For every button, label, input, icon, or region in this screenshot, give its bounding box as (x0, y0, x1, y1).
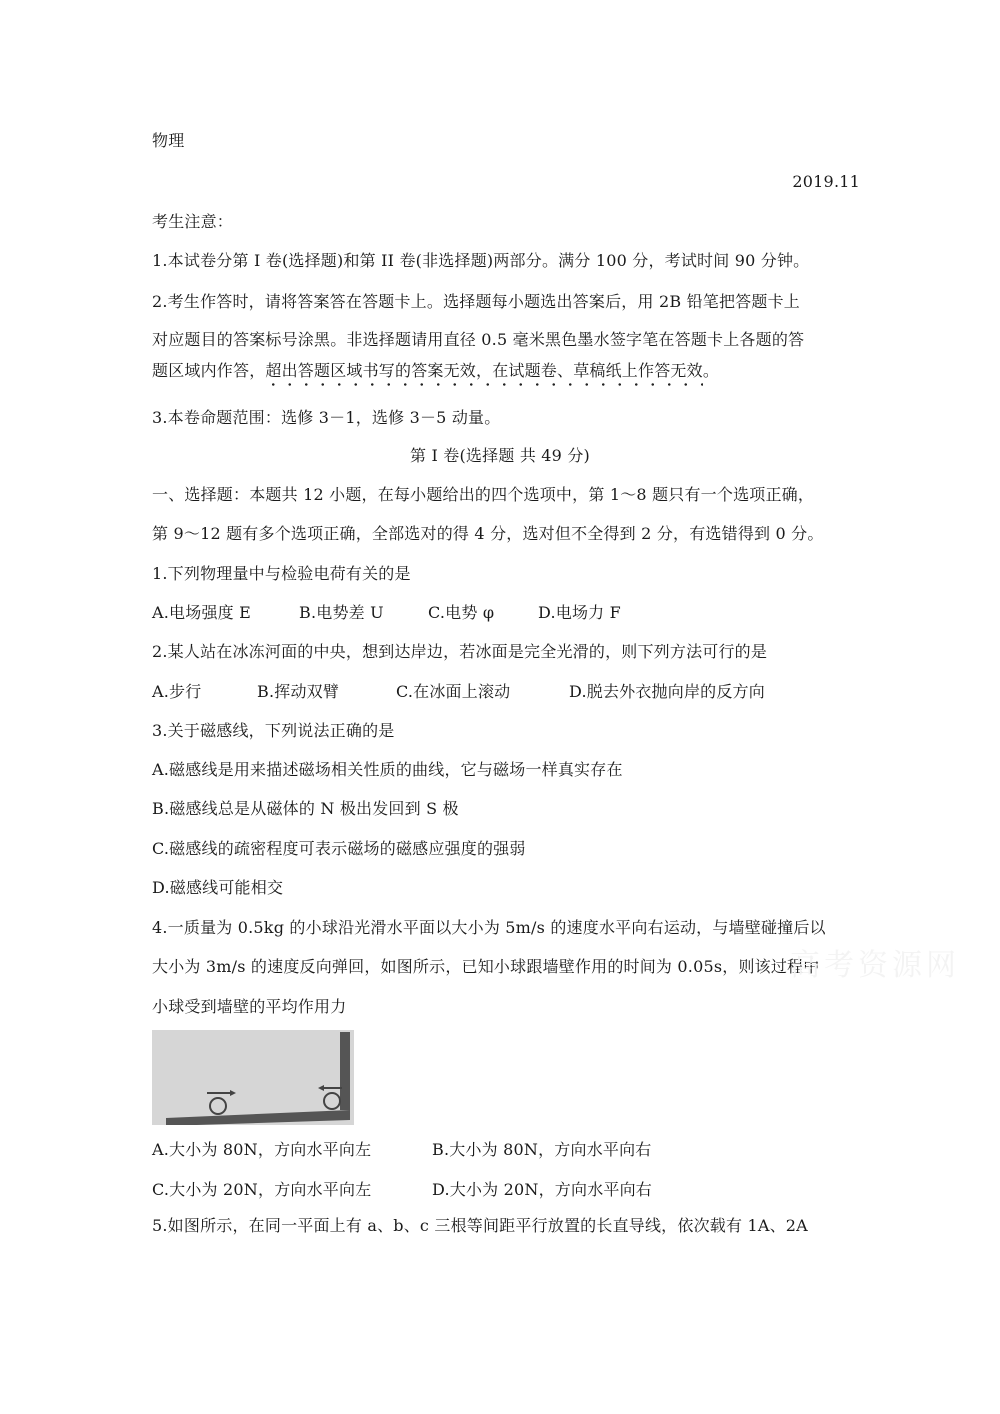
question-5-stem-line-1: 5.如图所示，在同一平面上有 a、b、c 三根等间距平行放置的长直导线，依次载有 1A、2A (152, 1216, 808, 1235)
question-2-stem: 2.某人站在冰冻河面的中央，想到达岸边，若冰面是完全光滑的，则下列方法可行的是 (152, 642, 768, 661)
exam-date: 2019.11 (792, 172, 860, 191)
notice-text: 题区域内作答， (152, 361, 266, 380)
question-4-stem-line-2: 大小为 3m/s 的速度反向弹回，如图所示，已知小球跟墙壁作用的时间为 0.05s，则该过程中 (152, 957, 820, 976)
question-1-option-d: D.电场力 F (538, 603, 621, 622)
emphasized-notice-text: 超出答题区域书写的答案无效，在试题卷、草稿纸上作答无效 (265, 361, 703, 380)
ball-wall-diagram-icon (152, 1030, 354, 1125)
question-4-stem-line-1: 4.一质量为 0.5kg 的小球沿光滑水平面以大小为 5m/s 的速度水平向右运动，与墙壁碰撞后以 (152, 918, 826, 937)
notice-item-2-line-2: 对应题目的答案标号涂黑。非选择题请用直径 0.5 毫米黑色墨水签字笔在答题卡上各题的答 (152, 330, 805, 349)
section-instructions-line-2: 第 9～12 题有多个选项正确，全部选对的得 4 分，选对但不全得到 2 分，有选错得到 0 分。 (152, 524, 824, 543)
question-4-option-c: C.大小为 20N，方向水平向左 (152, 1180, 372, 1199)
question-3-option-c: C.磁感线的疏密程度可表示磁场的磁感应强度的强弱 (152, 839, 526, 858)
question-4-option-a: A.大小为 80N，方向水平向左 (152, 1140, 372, 1159)
question-4-stem-line-3: 小球受到墙壁的平均作用力 (152, 997, 347, 1016)
question-3-option-b: B.磁感线总是从磁体的 N 极出发回到 S 极 (152, 799, 459, 818)
notice-text-end: 。 (702, 361, 720, 380)
question-2-option-c: C.在冰面上滚动 (396, 682, 511, 701)
question-2-option-b: B.挥动双臂 (257, 682, 340, 701)
question-1-option-a: A.电场强度 E (152, 603, 252, 622)
ball-wall-collision-figure (152, 1030, 354, 1125)
question-1-option-c: C.电势 φ (428, 603, 495, 622)
subject-title: 物理 (152, 131, 185, 150)
question-2-option-a: A.步行 (152, 682, 202, 701)
notice-item-3: 3.本卷命题范围：选修 3－1，选修 3－5 动量。 (152, 408, 501, 427)
notice-item-2-line-1: 2.考生作答时，请将答案答在答题卡上。选择题每小题选出答案后，用 2B 铅笔把答题卡上 (152, 292, 800, 311)
notice-item-2-line-3 (152, 361, 719, 381)
watermark: 高考资源网 (790, 948, 960, 983)
notice-title: 考生注意： (152, 212, 234, 231)
question-4-option-b: B.大小为 80N，方向水平向右 (432, 1140, 652, 1159)
section-title: 第 I 卷(选择题 共 49 分) (410, 446, 590, 465)
question-3-stem: 3.关于磁感线，下列说法正确的是 (152, 721, 395, 740)
question-3-option-d: D.磁感线可能相交 (152, 878, 284, 897)
question-1-option-b: B.电势差 U (299, 603, 384, 622)
notice-item-1: 1.本试卷分第 I 卷(选择题)和第 II 卷(非选择题)两部分。满分 100 分，考试时间 90 分钟。 (152, 251, 810, 270)
question-4-option-d: D.大小为 20N，方向水平向右 (432, 1180, 652, 1199)
question-1-stem: 1.下列物理量中与检验电荷有关的是 (152, 564, 411, 583)
question-3-option-a: A.磁感线是用来描述磁场相关性质的曲线，它与磁场一样真实存在 (152, 760, 623, 779)
question-2-option-d: D.脱去外衣抛向岸的反方向 (569, 682, 765, 701)
section-instructions-line-1: 一、选择题：本题共 12 小题，在每小题给出的四个选项中，第 1～8 题只有一个选项正确， (152, 485, 815, 504)
